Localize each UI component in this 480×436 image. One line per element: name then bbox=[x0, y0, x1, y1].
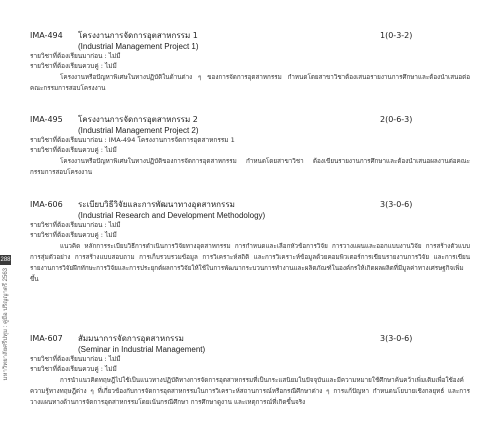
course-prerequisite: รายวิชาที่ต้องเรียนมาก่อน : IMA-494 โครงงานการจัดการอุตสาหกรรม 1 bbox=[30, 136, 235, 144]
course-title-th: โครงงานการจัดการอุตสาหกรรม 2 bbox=[78, 115, 198, 124]
course-credits: 2(0-6-3) bbox=[380, 115, 413, 124]
course-title-en: (Seminar in Industrial Management) bbox=[78, 345, 206, 354]
course-credits: 3(3-0-6) bbox=[380, 334, 413, 343]
page-number: 288 bbox=[0, 257, 11, 263]
course-prerequisite: รายวิชาที่ต้องเรียนมาก่อน : ไม่มี bbox=[30, 221, 121, 229]
course-header bbox=[30, 333, 470, 344]
course-title-en: (Industrial Research and Development Methodology) bbox=[78, 211, 266, 220]
course-code: IMA-607 bbox=[30, 334, 63, 343]
course-block bbox=[30, 333, 470, 408]
course-header bbox=[30, 30, 470, 41]
course-description: แนวคิด หลักการระเบียบวิธีการดำเนินการวิจัยทางอุตสาหกรรม การกำหนดและเลือกหัวข้อการวิจัย การวางแผนและออกแบบงานวิจัย การสร้างตัวแบบ การสุ่มตัวอย่าง การสร้างแบบสอบถาม การเก็บรวบรวมข้อมูล การวิเคราะห์สถิติ และการวิเคราะห์ข้อมูลด้วยคอมพิวเตอร์การเขียนรายงานการวิจัย และการเขียนรายงานการวิจัยฝึกทักษะการวิจัยและการประยุกต์ผลการวิจัยให้ใช้ในการพัฒนากระบวนการทำงานและผลิตภัณฑ์ในองค์กรให้เกิดผลผลิตที่มีมูลค่าทางเศรษฐกิจเพิ่มขึ้น bbox=[30, 243, 470, 283]
course-credits: 3(3-0-6) bbox=[380, 200, 413, 209]
course-corequisite: รายวิชาที่ต้องเรียนควบคู่ : ไม่มี bbox=[30, 230, 117, 239]
course-description: การนำแนวคิดทฤษฎีไปใช้เป็นแนวทางปฏิบัติทางการจัดการอุตสาหกรรมที่เป็นกระแสนิยมในปัจจุบันและมีความหมายใช้ศึกษาค้นคว้าเพิ่มเติมเพื่อใช้องค์ความรู้ทางทฤษฎีต่าง ๆ ที่เกี่ยวข้องกับการจัดการอุตสาหกรรมในการวิเคราะห์สถานการณ์หรือกรณีศึกษาต่าง ๆ การแก้ปัญหา กำหนดนโยบายเชิงกลยุทธ์ และการวางแผนทางด้านการจัดการอุตสาหกรรมโดยเน้นกรณีศึกษา การศึกษาดูงาน และเหตุการณ์ที่เกิดขึ้นจริง bbox=[30, 377, 470, 406]
course-header bbox=[30, 199, 470, 210]
course-corequisite: รายวิชาที่ต้องเรียนควบคู่ : ไม่มี bbox=[30, 145, 117, 154]
course-title-th: สัมมนาการจัดการอุตสาหกรรม bbox=[78, 334, 184, 343]
course-description: โครงงานหรือปัญหาพิเศษในทางปฏิบัติของการจัดการอุตสาหกรรม กำหนดโดยสาขาวิชา ต้องเขียนรายงานการศึกษาและต้องนำเสนอผลงานต่อคณะกรรมการสอบโครงงาน bbox=[30, 158, 470, 176]
course-code: IMA-606 bbox=[30, 200, 63, 209]
course-code: IMA-495 bbox=[30, 115, 63, 124]
course-corequisite: รายวิชาที่ต้องเรียนควบคู่ : ไม่มี bbox=[30, 364, 117, 373]
handbook-side-label: มหาวิทยาลัยศรีปทุม : คู่มือ ปริญญาตรี 2563 bbox=[3, 268, 9, 381]
course-header bbox=[30, 114, 470, 125]
course-prerequisite: รายวิชาที่ต้องเรียนมาก่อน : ไม่มี bbox=[30, 52, 121, 60]
course-title-th: โครงงานการจัดการอุตสาหกรรม 1 bbox=[78, 31, 198, 40]
course-block bbox=[30, 30, 470, 94]
course-prerequisite: รายวิชาที่ต้องเรียนมาก่อน : ไม่มี bbox=[30, 355, 121, 363]
course-credits: 1(0-3-2) bbox=[380, 31, 413, 40]
course-title-en: (Industrial Management Project 1) bbox=[78, 42, 199, 51]
course-block bbox=[30, 114, 470, 178]
course-title-en: (Industrial Management Project 2) bbox=[78, 126, 199, 135]
course-block bbox=[30, 199, 470, 285]
course-corequisite: รายวิชาที่ต้องเรียนควบคู่ : ไม่มี bbox=[30, 61, 117, 70]
course-code: IMA-494 bbox=[30, 31, 63, 40]
course-title-th: ระเบียบวิธีวิจัยและการพัฒนาทางอุตสาหกรรม bbox=[78, 200, 235, 209]
course-description: โครงงานหรือปัญหาพิเศษในทางปฏิบัติในด้านต่าง ๆ ของการจัดการอุตสาหกรรม กำหนดโดยสาขาวิชาต้องเสนอรายงานการศึกษาและต้องนำเสนอต่อคณะกรรมการสอบโครงงาน bbox=[30, 74, 470, 92]
